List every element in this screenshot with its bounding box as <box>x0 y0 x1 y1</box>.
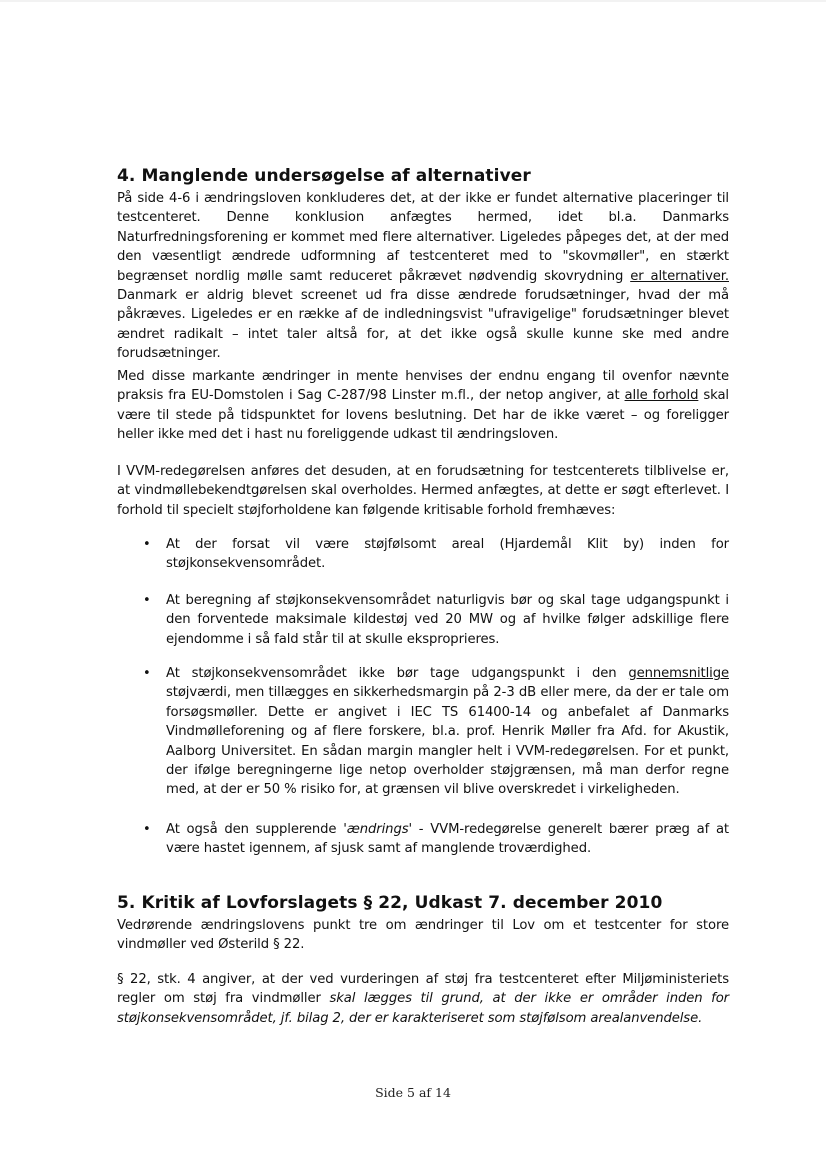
text-run: Med disse markante ændringer in mente henvises der endnu engang til ovenfor nævnte praksis fra EU-Domstolen i Sag C-287/98 Linster m.fl., der netop angiver, at <box>117 369 729 404</box>
section-4-paragraph-2 <box>117 367 729 445</box>
section-5-paragraph-2 <box>117 970 729 1028</box>
bullet-icon: • <box>143 537 151 552</box>
italic-text: 'ændrings' <box>343 822 413 837</box>
underlined-text: gennemsnitlige <box>628 666 729 681</box>
bullet-item-1: At der forsat vil være støjfølsomt areal (Hjardemål Klit by) inden for støjkonsekvensområdet. <box>166 537 729 572</box>
bullet-icon: • <box>143 666 151 681</box>
text-run: - VVM-redegørelse generelt bærer præg af at være hastet igennem, af sjusk samt af manglende troværdighed. <box>166 822 729 857</box>
page-number: Side 5 af 14 <box>375 1085 451 1100</box>
text-run: § 22, stk. 4 angiver, at der ved vurderingen af støj fra testcenteret efter Miljøministeriets regler om støj fra vindmøller <box>117 972 729 1007</box>
bullet-icon: • <box>143 593 151 608</box>
bullet-icon: • <box>143 822 151 837</box>
section-4-heading: 4. Manglende undersøgelse af alternativer <box>117 166 531 186</box>
bullet-item-4 <box>166 820 729 859</box>
section-4-paragraph-1 <box>117 189 729 364</box>
text-run: Danmark er aldrig blevet screenet ud fra disse ændrede forudsætninger, hvad der må påkræves. Ligeledes er en række af de indledningsvist "ufravigelige" forudsætninger blevet ændret radikalt – intet taler altså for, at det ikke også skulle kunne ske med andre forudsætninger. <box>117 288 729 362</box>
section-5-heading: 5. Kritik af Lovforslagets § 22, Udkast 7. december 2010 <box>117 893 663 913</box>
text-run: skal være til stede på tidspunktet for lovens beslutning. Det har de ikke været – og foreligger heller ikke med det i hast nu foreliggende udkast til ændringsloven. <box>117 388 729 443</box>
text-run: At også den supplerende <box>166 822 344 837</box>
section-5-paragraph-1: Vedrørende ændringslovens punkt tre om ændringer til Lov om et testcenter for store vindmøller ved Østerild § 22. <box>117 918 729 953</box>
italic-text: skal lægges til grund, at der ikke er områder inden for støjkonsekvensområdet, jf. bilag 2, der er karakteriseret som støjfølsom arealanvendelse. <box>117 991 729 1026</box>
page-top-edge <box>0 0 826 2</box>
text-run: På side 4-6 i ændringsloven konkluderes det, at der ikke er fundet alternative placeringer til testcenteret. Denne konklusion anfægtes hermed, idet bl.a. Danmarks Naturfredningsforening er kommet med flere alternativer. Ligeledes påpeges det, at der med den væsentligt ændrede udformning af testcenteret med to "skovmøller", en stærkt begrænset nordlig mølle samt reduceret påkrævet nødvendig skovrydning <box>117 191 729 284</box>
text-run: At støjkonsekvensområdet ikke bør tage udgangspunkt i den <box>166 666 629 681</box>
underlined-text: er alternativer. <box>630 268 729 284</box>
underlined-text: alle forhold <box>624 388 699 404</box>
section-4-paragraph-3: I VVM-redegørelsen anføres det desuden, at en forudsætning for testcenterets tilblivelse er, at vindmøllebekendtgørelsen skal overholdes. Hermed anfægtes, at dette er søgt efterlevet. I forhold til specielt støjforholdene kan følgende kritisable forhold fremhæves: <box>117 464 729 518</box>
bullet-item-2: At beregning af støjkonsekvensområdet naturligvis bør og skal tage udgangspunkt i den forventede maksimale kildestøj ved 20 MW og af hvilke følger adskillige flere ejendomme i så fald står til at skulle eksproprieres. <box>166 593 729 647</box>
bullet-item-3 <box>166 664 729 800</box>
text-run: støjværdi, men tillægges en sikkerhedsmargin på 2-3 dB eller mere, da der er tale om forsøgsmøller. Dette er angivet i IEC TS 61400-14 og anbefalet af Danmarks Vindmølleforening og af flere forskere, bl.a. prof. Henrik Møller fra Afd. for Akustik, Aalborg Universitet. En sådan margin mangler helt i VVM-redegørelsen. For et punkt, der ifølge beregningerne lige netop overholder støjgrænsen, må man derfor regne med, at der er 50 % risiko for, at grænsen vil blive overskredet i virkeligheden. <box>166 685 729 798</box>
